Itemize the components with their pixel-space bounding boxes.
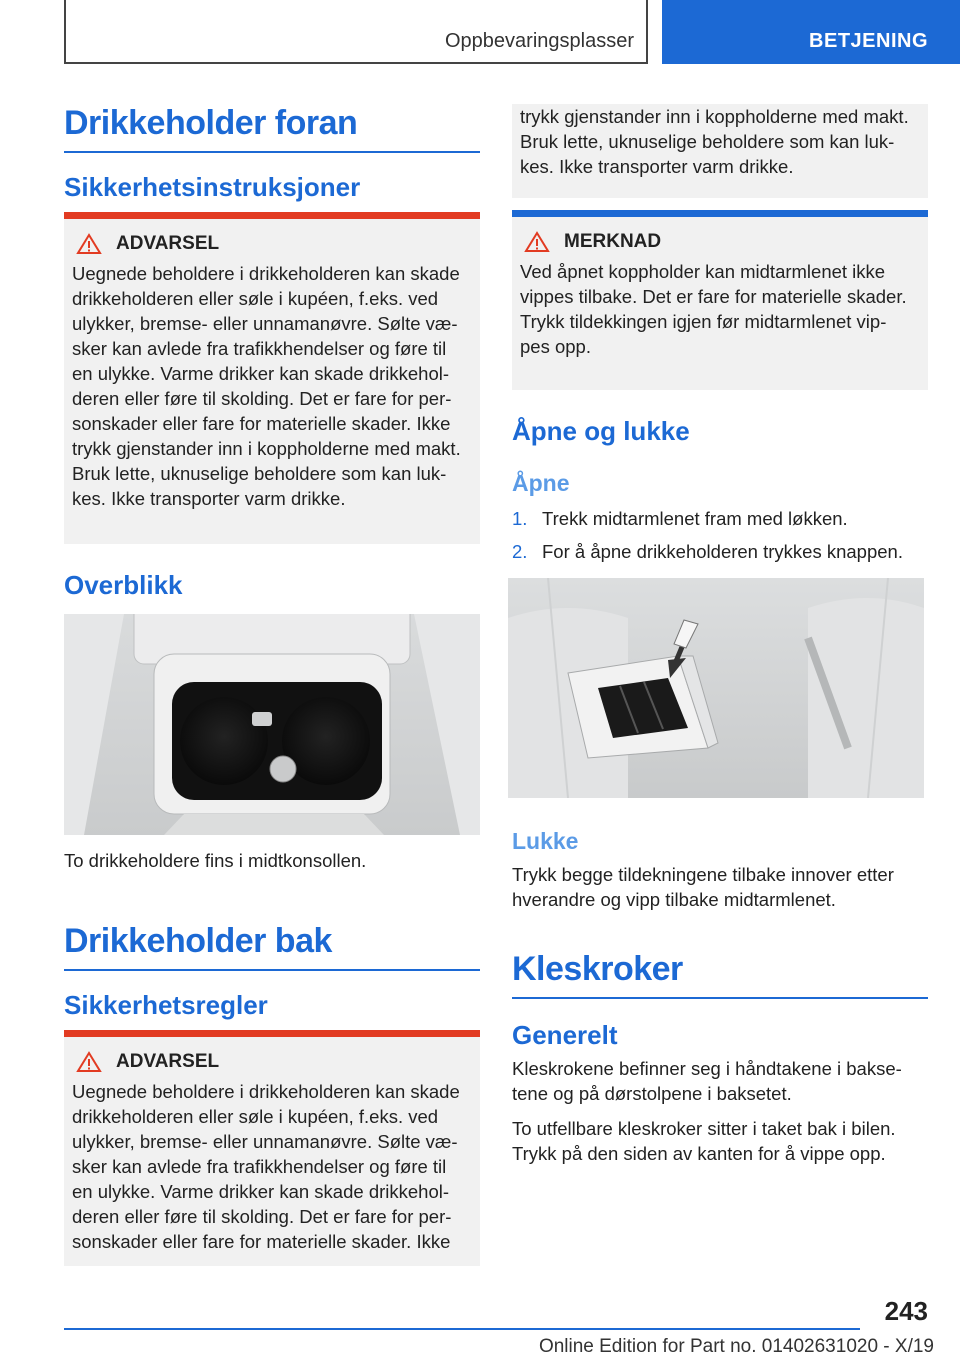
heading-open-close: Åpne og lukke (512, 416, 690, 446)
header-chapter-tab (662, 0, 960, 64)
warning-text-rear (72, 1079, 472, 1254)
warning-box-rear-continued (512, 104, 928, 198)
section-hooks-heading-block (512, 950, 928, 999)
overview-caption: To drikkeholdere fins i midtkonsollen. (64, 850, 367, 871)
warning-triangle-icon (76, 233, 102, 255)
cupholder-front-image (64, 614, 480, 835)
heading-open: Åpne (512, 470, 570, 496)
warning-box-rear (64, 1030, 480, 1266)
header-chapter-title: BETJENING (809, 30, 928, 52)
heading-drikkeholder-bak: Drikkeholder bak (64, 922, 332, 960)
header-section-tab (64, 0, 648, 64)
text-line: Bruk lette, uknuselige beholdere som kan luk- (520, 131, 895, 152)
text-line: trykk gjenstander inn i koppholderne med makt. (72, 438, 461, 459)
heading-drikkeholder-foran: Drikkeholder foran (64, 104, 358, 142)
section-front-heading-block (64, 104, 480, 153)
text-line: tene og på dørstolpene i baksetet. (512, 1083, 792, 1104)
text-line: trykk gjenstander inn i koppholderne med makt. (520, 106, 909, 127)
text-line: hverandre og vipp tilbake midtarmlenet. (512, 889, 836, 910)
text-line: Ved åpnet koppholder kan midtarmlenet ikke (520, 261, 886, 282)
heading-general: Generelt (512, 1020, 618, 1050)
note-text (520, 259, 920, 359)
general-paragraph-1 (512, 1056, 928, 1106)
text-line: ulykker, bremse- eller unnamanøvre. Sølte væ- (72, 1131, 458, 1152)
warning-box-front (64, 212, 480, 544)
text-line: pes opp. (520, 336, 591, 357)
text-line: Uegnede beholdere i drikkeholderen kan skade (72, 1081, 460, 1102)
text-line: sker kan avlede fra trafikkhendelser og føre til (72, 1156, 447, 1177)
step-number: 1. (512, 508, 528, 529)
text-line: Trykk begge tildekningene tilbake innover etter (512, 864, 894, 885)
heading-overview: Overblikk (64, 570, 183, 600)
page-number: 243 (884, 1296, 928, 1326)
list-item (512, 539, 928, 564)
text-line: Kleskrokene befinner seg i håndtakene i bakse- (512, 1058, 902, 1079)
footer-edition-text: Online Edition for Part no. 01402631020 - X/19 (538, 1336, 934, 1357)
warning-label: ADVARSEL (116, 233, 220, 254)
text-line: Trykk på den siden av kanten for å vippe opp. (512, 1143, 886, 1164)
heading-safety-rules: Sikkerhetsregler (64, 990, 268, 1020)
section-rear-heading-block (64, 922, 480, 971)
text-line: drikkeholderen eller søle i kupéen, f.eks. ved (72, 1106, 439, 1127)
footer-rule (64, 1328, 860, 1330)
text-line: deren eller føre til skolding. Det er fare for per- (72, 1206, 452, 1227)
text-line: en ulykke. Varme drikker kan skade drikkehol- (72, 1181, 450, 1202)
heading-rule (64, 151, 480, 153)
list-item (512, 506, 928, 531)
text-line: vippes tilbake. Det er fare for materielle skader. (520, 286, 907, 307)
general-paragraph-2 (512, 1116, 928, 1166)
warning-triangle-icon (76, 1051, 102, 1073)
heading-safety-instructions: Sikkerhetsinstruksjoner (64, 172, 361, 202)
text-line: Uegnede beholdere i drikkeholderen kan skade (72, 263, 460, 284)
text-line: kes. Ikke transporter varm drikke. (520, 156, 794, 177)
text-line: en ulykke. Varme drikker kan skade drikkehol- (72, 363, 450, 384)
warning-label: ADVARSEL (116, 1051, 220, 1072)
text-line: ulykker, bremse- eller unnamanøvre. Sølte væ- (72, 313, 458, 334)
step-number: 2. (512, 541, 528, 562)
warning-text-front (72, 261, 472, 511)
text-line: deren eller føre til skolding. Det er fare for per- (72, 388, 452, 409)
heading-close: Lukke (512, 828, 579, 854)
text-line: sonskader eller fare for materielle skader. Ikke (72, 413, 451, 434)
heading-rule (64, 969, 480, 971)
text-line: drikkeholderen eller søle i kupéen, f.eks. ved (72, 288, 439, 309)
step-text: For å åpne drikkeholderen trykkes knappen. (542, 541, 903, 562)
text-line: sker kan avlede fra trafikkhendelser og føre til (72, 338, 447, 359)
warning-text-continued (520, 104, 920, 179)
open-steps-list (512, 506, 928, 564)
text-line: Bruk lette, uknuselige beholdere som kan luk- (72, 463, 447, 484)
note-label: MERKNAD (564, 231, 662, 252)
heading-kleskroker: Kleskroker (512, 950, 683, 988)
heading-rule (512, 997, 928, 999)
step-text: Trekk midtarmlenet fram med løkken. (542, 508, 848, 529)
text-line: kes. Ikke transporter varm drikke. (72, 488, 346, 509)
close-instructions (512, 862, 928, 912)
warning-triangle-icon (524, 231, 550, 253)
header-section-title: Oppbevaringsplasser (445, 30, 634, 52)
rear-armrest-image (508, 578, 924, 798)
note-box (512, 210, 928, 390)
text-line: To utfellbare kleskroker sitter i taket bak i bilen. (512, 1118, 896, 1139)
text-line: sonskader eller fare for materielle skader. Ikke (72, 1231, 451, 1252)
text-line: Trykk tildekkingen igjen før midtarmlenet vip- (520, 311, 887, 332)
